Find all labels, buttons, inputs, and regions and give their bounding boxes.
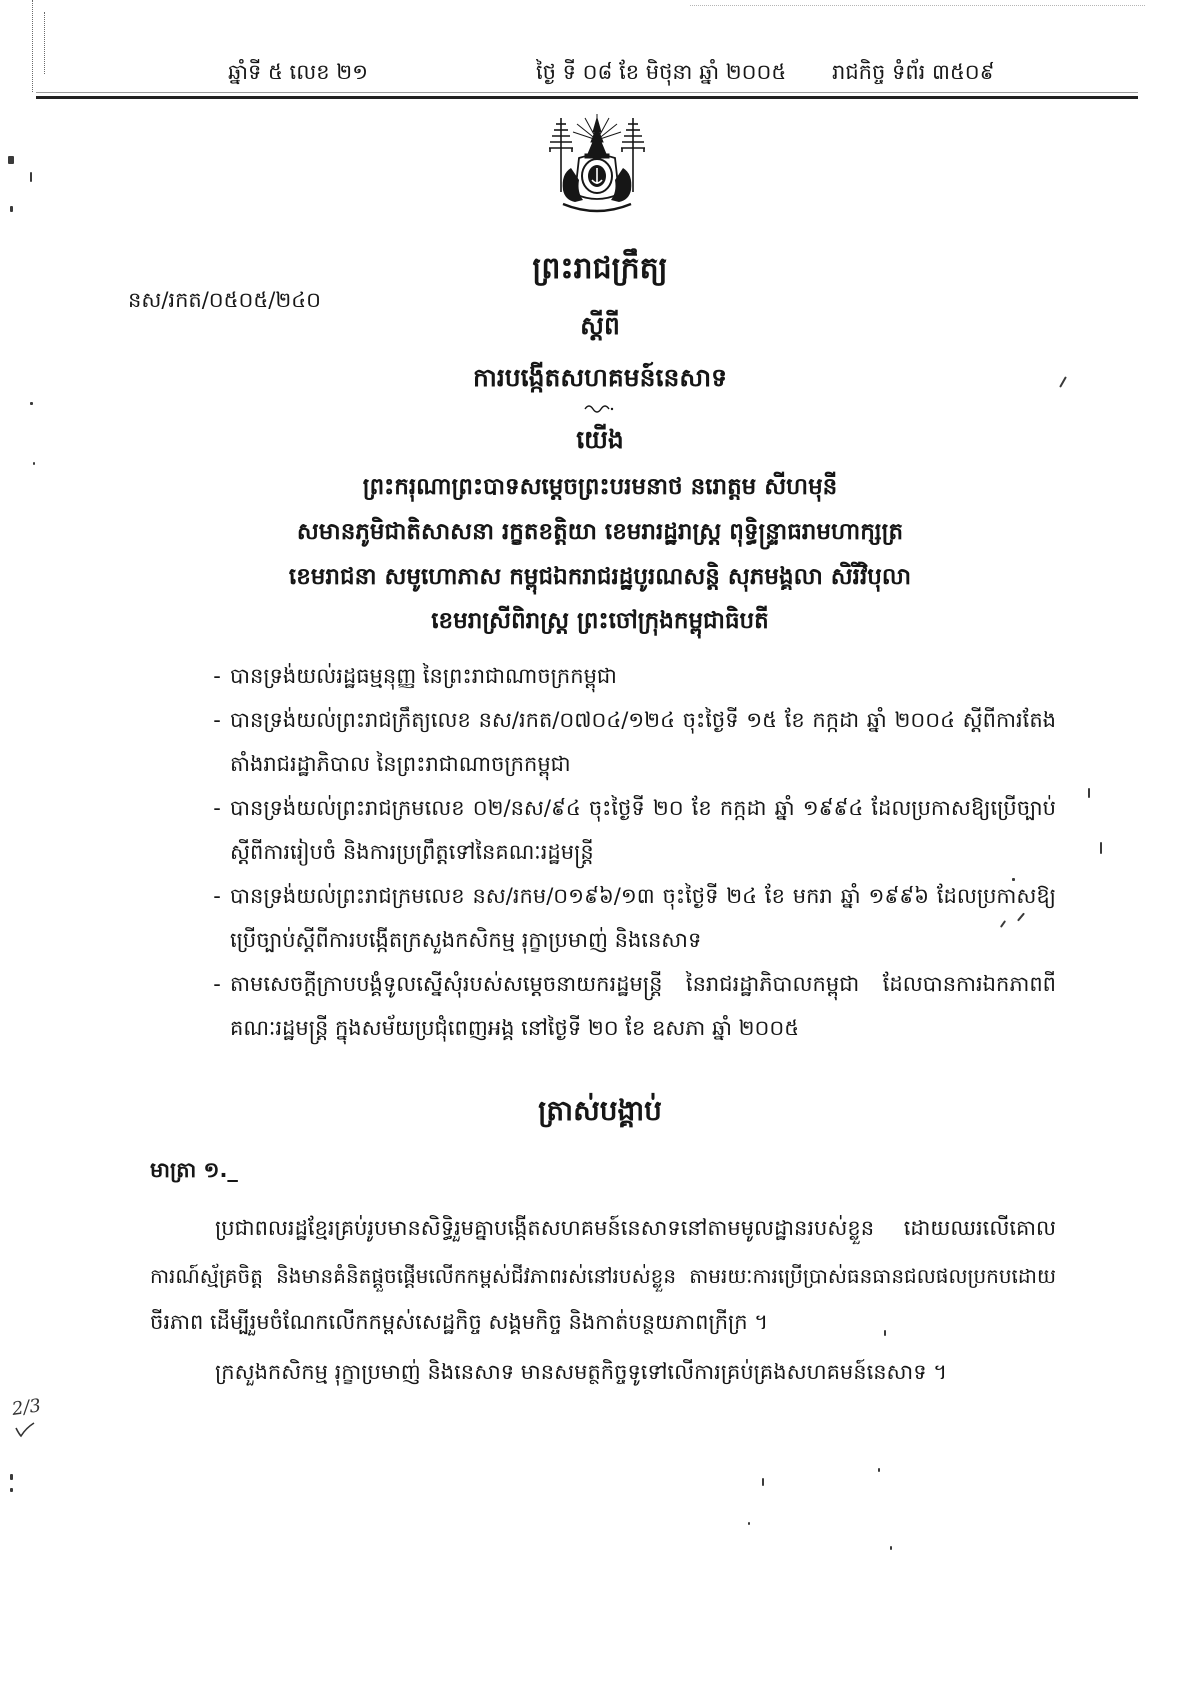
scan-speck (762, 1478, 764, 1486)
article-line: ចីរភាព ដើម្បីរួមចំណែកលើកកម្ពស់សេដ្ឋកិច្ច សង្គមកិច្ច និងកាត់បន្ថយភាពក្រីក្រ ។ (150, 1310, 769, 1334)
royal-coat-of-arms-icon (537, 112, 657, 217)
header-date: ថ្ងៃ ទី ០៨ ខែ មិថុនា ឆ្នាំ ២០០៥ (536, 60, 787, 84)
article-line: ការណ៍ស្ម័គ្រចិត្ត និងមានគំនិតផ្តួចផ្តើមលើកកម្ពស់ជីវភាពរស់នៅរបស់ខ្លួន តាមរយៈការប្រើប្រាស់ធនធានជលផលប្រកបដោយ (150, 1264, 1056, 1288)
scan-speck (30, 172, 32, 182)
royal-title-line: ព្រះករុណាព្រះបាទសម្តេចព្រះបរមនាថ នរោត្តម សីហមុនី (362, 474, 838, 500)
scan-speck (748, 1522, 750, 1525)
header-rule (36, 96, 1138, 99)
preamble-bullet: - (213, 972, 221, 996)
royal-title-line: ខេមរាជនា សមូហោភាស កម្ពុជឯករាជរដ្ឋបូរណសន្តិ សុភមង្គលា សិរីវិបុលា (288, 564, 912, 590)
scan-margin-mark (32, 0, 33, 92)
ornament-divider-icon (584, 402, 614, 414)
preamble-line: ប្រើច្បាប់ស្តីពីការបង្កើតក្រសួងកសិកម្ម រុក្ខាប្រមាញ់ និងនេសាទ (230, 928, 702, 952)
scan-speck (1059, 376, 1067, 387)
preamble-line: បានទ្រង់យល់រដ្ឋធម្មនុញ្ញ នៃព្រះរាជាណាចក្រកម្ពុជា (230, 664, 617, 688)
emblem-ribbon (563, 204, 631, 211)
preamble-line: តាំងរាជរដ្ឋាភិបាល នៃព្រះរាជាណាចក្រកម្ពុជា (230, 752, 571, 776)
preamble-line: បានទ្រង់យល់ព្រះរាជក្រឹត្យលេខ នស/រកត/០៧០៤/១២៤ ចុះថ្ងៃទី ១៥ ខែ កក្កដា ឆ្នាំ ២០០៤ ស្តីពីការតែង (230, 708, 1056, 732)
scan-margin-mark (44, 12, 45, 74)
preamble-line: បានទ្រង់យល់ព្រះរាជក្រមលេខ ០២/នស/៩៤ ចុះថ្ងៃទី ២០ ខែ កក្កដា ឆ្នាំ ១៩៩៤ ដែលប្រកាសឱ្យប្រើច្បាប់ (230, 796, 1056, 820)
decree-command-heading: ត្រាស់បង្គាប់ (538, 1094, 662, 1127)
preamble-line: តាមសេចក្តីក្រាបបង្គំទូលស្នើសុំរបស់សម្តេចនាយករដ្ឋមន្ត្រី នៃរាជរដ្ឋាភិបាលកម្ពុជា ដែលបានការឯកភាពពី (230, 972, 1056, 996)
header-rule-thin (36, 92, 1138, 93)
preamble-line: គណៈរដ្ឋមន្ត្រី ក្នុងសម័យប្រជុំពេញអង្គ នៅថ្ងៃទី ២០ ខែ ឧសភា ឆ្នាំ ២០០៥ (230, 1016, 800, 1040)
preamble-line: ស្តីពីការរៀបចំ និងការប្រព្រឹត្តទៅនៃគណៈរដ្ឋមន្ត្រី (230, 840, 594, 864)
preamble-bullet: - (213, 884, 221, 908)
preamble-bullet: - (213, 708, 221, 732)
checkmark-icon (14, 1420, 36, 1438)
scan-speck (10, 1488, 13, 1492)
royal-title-line: សមានភូមិជាតិសាសនា រក្ខតខត្តិយា ខេមរារដ្ឋរាស្ត្រ ពុទ្ធិន្ទ្រាធរាមហាក្សត្រ (296, 519, 904, 545)
article-heading: មាត្រា ១._ (150, 1158, 238, 1182)
scan-speck (1100, 842, 1102, 854)
scan-speck (8, 156, 14, 164)
reference-number: នស/រកត/០៥០៥/២៤០ (128, 288, 321, 312)
scan-speck (10, 206, 13, 212)
scan-speck (1088, 788, 1090, 798)
preamble-line: បានទ្រង់យល់ព្រះរាជក្រមលេខ នស/រកម/០១៩៦/១៣ ចុះថ្ងៃទី ២៤ ខែ មករា ឆ្នាំ ១៩៩៦ ដែលប្រកាសឱ្យ (230, 884, 1056, 908)
scan-speck (890, 1546, 892, 1550)
header-gazette-page: រាជកិច្ច ទំព័រ ៣៥០៩ (832, 60, 995, 84)
handwritten-page-note: 2/3 (10, 1395, 43, 1420)
header-issue: ឆ្នាំទី ៥ លេខ ២១ (228, 60, 368, 84)
decree-we: យើង (576, 425, 624, 454)
scan-speck (30, 402, 33, 405)
emblem-shield (582, 159, 612, 193)
scan-speck (10, 1474, 13, 1480)
royal-title-line: ខេមរាស្រីពិរាស្ត្រ ព្រះចៅក្រុងកម្ពុជាធិបតី (431, 608, 769, 634)
article-line: ប្រជាពលរដ្ឋខ្មែរគ្រប់រូបមានសិទ្ធិរួមគ្នាបង្កើតសហគមន៍នេសាទនៅតាមមូលដ្ឋានរបស់ខ្លួន ដោយឈរលើគោល (215, 1216, 1056, 1240)
decree-about: ស្តីពី (580, 311, 620, 340)
decree-subject: ការបង្កើតសហគមន៍នេសាទ (473, 363, 727, 392)
preamble-bullet: - (213, 796, 221, 820)
scan-speck (33, 462, 35, 465)
scan-margin-mark (690, 5, 1145, 6)
decree-title: ព្រះរាជក្រឹត្យ (532, 251, 668, 286)
scan-speck (878, 1468, 880, 1472)
article-line: ក្រសួងកសិកម្ម រុក្ខាប្រមាញ់ និងនេសាទ មានសមត្ថកិច្ចទូទៅលើការគ្រប់គ្រងសហគមន៍នេសាទ ។ (215, 1360, 948, 1384)
preamble-bullet: - (213, 664, 221, 688)
